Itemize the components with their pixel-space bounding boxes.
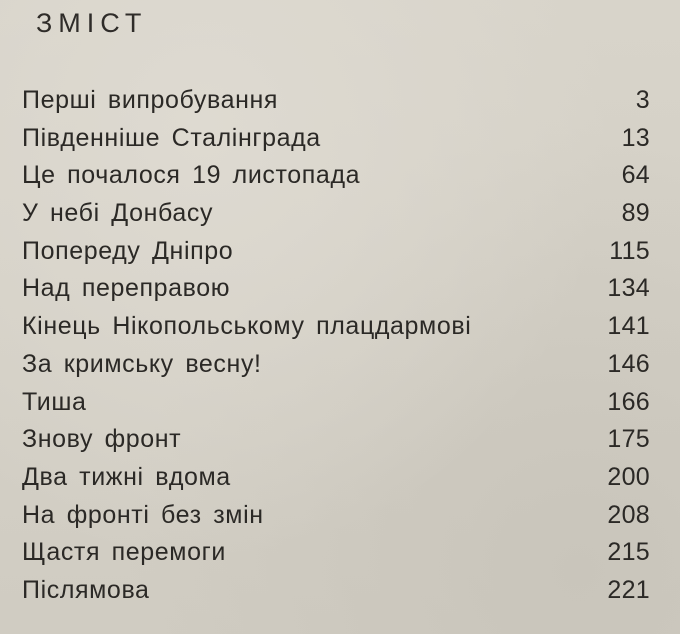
toc-entry-title: Кінець Нікопольському плацдармові [22,312,472,341]
toc-entry-title: Південніше Сталінграда [22,123,321,152]
toc-entry-page: 208 [607,500,650,529]
toc-entry-title: Післямова [22,575,150,604]
toc-entry-page: 141 [607,312,650,341]
toc-entry [22,497,650,535]
toc-entry [22,82,650,120]
toc-entry [22,195,650,233]
toc-entry [22,572,650,610]
toc-entry-page: 64 [621,161,650,190]
toc-entry-page: 215 [607,538,650,567]
toc-entry-title: Щастя перемоги [22,538,226,567]
toc-entry [22,308,650,346]
toc-entry-page: 146 [607,349,650,378]
toc-entry [22,534,650,572]
toc-entry-title: Два тижні вдома [22,462,231,491]
toc-entry-title: Над переправою [22,274,231,303]
toc-entry [22,384,650,422]
table-of-contents [22,82,650,610]
toc-entry-title: Перші випробування [22,86,279,114]
toc-entry [22,421,650,459]
toc-entry-page: 89 [621,199,650,228]
toc-entry-title: На фронті без змін [22,500,264,529]
toc-entry-title: Знову фронт [22,425,182,454]
toc-entry-title: Попереду Дніпро [22,236,234,265]
toc-entry [22,346,650,384]
toc-entry-title: У небі Донбасу [22,199,214,228]
toc-entry [22,459,650,497]
toc-entry [22,270,650,308]
toc-heading: ЗМІСТ [36,8,148,38]
toc-entry-page: 13 [621,123,650,152]
toc-entry-page: 175 [607,425,650,454]
toc-entry [22,157,650,195]
toc-entry-title: За кримську весну! [22,349,262,378]
toc-entry-page: 115 [609,236,650,265]
toc-entry-page: 3 [635,86,650,114]
toc-entry-title: Це почалося 19 листопада [22,161,361,190]
toc-entry-page: 200 [607,462,650,491]
toc-entry [22,233,650,271]
toc-entry-title: Тиша [22,387,87,416]
toc-entry [22,120,650,158]
toc-entry-page: 134 [607,274,650,303]
toc-entry-page: 166 [607,387,650,416]
toc-entry-page: 221 [607,575,650,604]
